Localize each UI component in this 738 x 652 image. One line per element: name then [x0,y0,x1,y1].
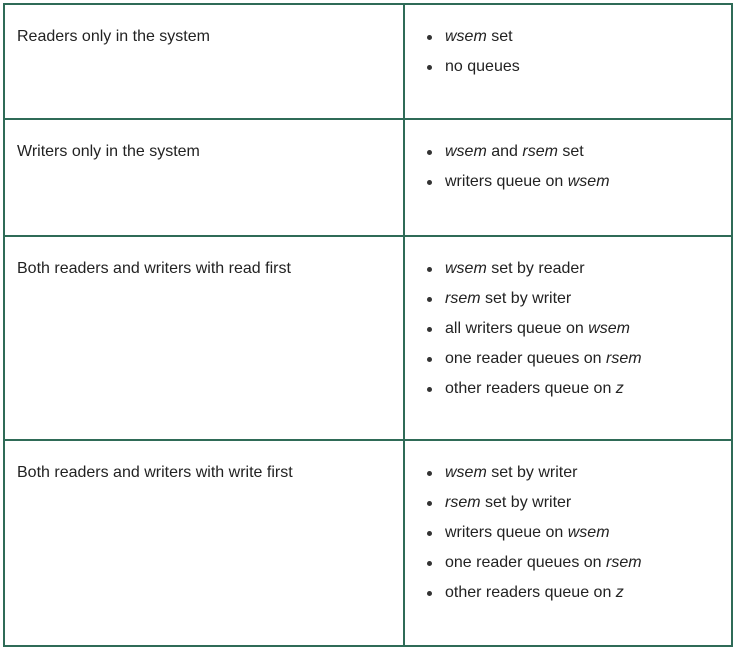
semaphore-name: wsem [588,320,630,337]
condition-text: Both readers and writers with read first [17,260,291,277]
state-text: set [557,143,584,160]
semaphore-name: wsem [445,464,487,481]
semaphore-name: rsem [522,143,558,160]
state-list-item [427,349,731,379]
state-text: set by writer [486,464,578,481]
semaphore-name: wsem [567,524,610,541]
state-text: writers queue on [445,524,568,541]
state-text: one reader queues on [445,554,607,571]
state-list-item [427,289,731,319]
state-text: set by writer [480,494,572,511]
state-list-item [427,259,731,289]
bullet-icon [427,471,432,476]
state-list-item [427,553,731,583]
state-list-item [427,463,731,493]
state-text: set by reader [486,260,585,277]
condition-text: Writers only in the system [17,143,200,160]
semaphore-name: wsem [445,260,487,277]
bullet-icon [427,531,432,536]
semaphore-name: wsem [567,173,610,190]
semaphore-name: wsem [445,143,487,160]
condition-cell [5,120,405,237]
bullet-icon [427,387,432,392]
state-cell [405,237,731,441]
bullet-icon [427,591,432,596]
semaphore-state-table [3,3,733,647]
state-list-item [427,27,731,57]
semaphore-name: rsem [606,350,642,367]
bullet-icon [427,35,432,40]
semaphore-name: wsem [445,28,487,45]
state-text: all writers queue on [445,320,589,337]
state-list-item [427,379,731,409]
condition-cell [5,5,405,120]
bullet-icon [427,561,432,566]
semaphore-name: rsem [445,290,481,307]
state-text: no queues [445,58,520,75]
state-text: writers queue on [445,173,568,190]
state-list [405,259,731,409]
semaphore-name: rsem [445,494,481,511]
state-text: other readers queue on [445,584,616,601]
state-text: set [486,28,513,45]
condition-text: Both readers and writers with write first [17,464,293,481]
bullet-icon [427,501,432,506]
state-list-item [427,57,731,87]
state-list-item [427,172,731,202]
state-list-item [427,583,731,613]
state-list-item [427,523,731,553]
bullet-icon [427,65,432,70]
bullet-icon [427,297,432,302]
state-list [405,27,731,87]
state-cell [405,120,731,237]
bullet-icon [427,327,432,332]
semaphore-name: z [615,380,624,397]
state-list-item [427,493,731,523]
state-text: set by writer [480,290,572,307]
state-list-item [427,142,731,172]
semaphore-name: z [615,584,624,601]
condition-text: Readers only in the system [17,28,210,45]
condition-cell [5,441,405,645]
state-list [405,142,731,202]
state-text: one reader queues on [445,350,607,367]
bullet-icon [427,267,432,272]
state-cell [405,441,731,645]
bullet-icon [427,357,432,362]
state-list-item [427,319,731,349]
bullet-icon [427,180,432,185]
condition-cell [5,237,405,441]
state-text: other readers queue on [445,380,616,397]
state-list [405,463,731,613]
state-cell [405,5,731,120]
bullet-icon [427,150,432,155]
state-text: and [486,143,523,160]
semaphore-name: rsem [606,554,642,571]
